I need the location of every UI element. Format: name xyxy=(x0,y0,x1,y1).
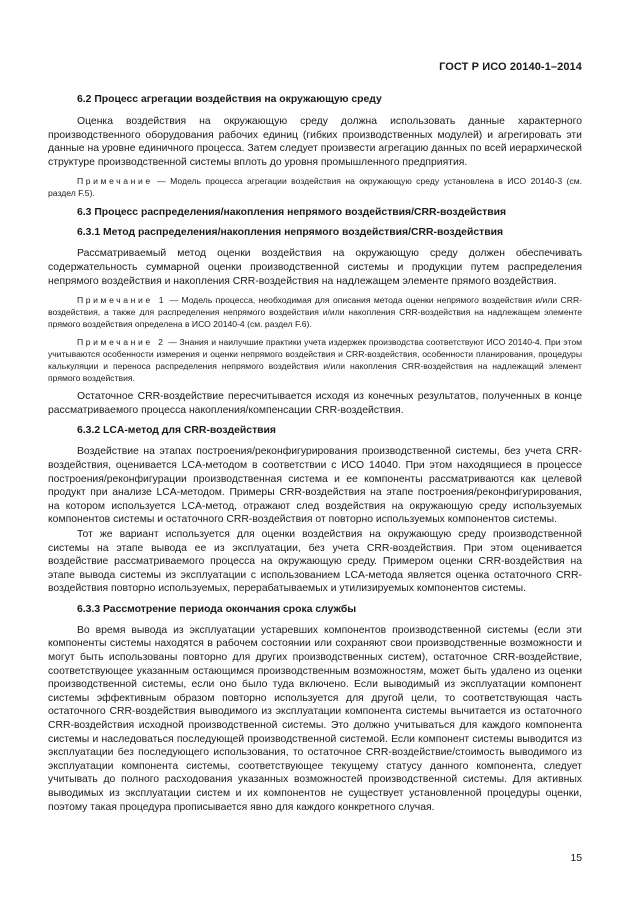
paragraph-6-3-1-b: Остаточное CRR-воздействие пересчитывается исходя из конечных результатов, полученных в конце рассматриваемого процесса накопления/компенсации CRR-воздействия. xyxy=(48,391,582,416)
note-label: Примечание 1 xyxy=(77,295,167,306)
note-label: Примечание 2 xyxy=(77,337,166,348)
paragraph-6-3-3: Во время вывода из эксплуатации устаревших компонентов производственной системы (если эти компоненты системы находятся в рабочем состоянии или сохраняют свои производственные возможности и могут быть использованы повторно для других производственных систем), остаточное CRR-воздействие, соответствующее указанным остающимся производственным возможностям, может быть удалено из оценки производственной системы, если оно было туда включено. Если выводимый из эксплуатации компонент системы эффективным образом повторно используется для другой цели, то соответствующая часть остаточного CRR-воздействия выводимого из эксплуатации компонента системы вычитается из остаточного CRR-воздействия исходной производственной системы. Это должно учитываться для каждого компонента системы и наследоваться последующей производственной системой. Если компонент системы выводится из эксплуатации без последующего использования, то остаточное CRR-воздействие/стоимость выводимого из эксплуатации компонента системы, соответствующее текущему статусу данного компонента, следует учитывать до полного расходования указанных возможностей производственной системы. Для активных выводимых из эксплуатации систем и их компонентов не существует установленной процедуры оценки, поэтому такая процедура прописывается явно для каждого конкретного случая. xyxy=(48,624,582,813)
page-content xyxy=(48,93,582,814)
paragraph-6-3-1-a: Рассматриваемый метод оценки воздействия на окружающую среду должен обеспечивать содержательность суммарной оценки производственной системы и продукции путем распределения непрямого воздействия и накопления CRR-воздействия на надлежащем элементе прямого воздействия. xyxy=(48,248,582,287)
note-text: — Модель процесса агрегации воздействия на окружающую среду установлена в ИСО 20140-3 (см. раздел F.5). xyxy=(48,176,582,199)
page-number: 15 xyxy=(570,853,582,864)
section-heading-6-3-3: 6.3.3 Рассмотрение периода окончания срока службы xyxy=(77,603,357,615)
section-heading-6-2: 6.2 Процесс агрегации воздействия на окружающую среду xyxy=(77,94,382,105)
paragraph-6-3-2-b: Тот же вариант используется для оценки воздействия на окружающую среду производственной системы на этапе вывода ее из эксплуатации, без учета CRR-воздействия. При этом оценивается воздействие рассматриваемого процесса на окружающую среду. Примером оценки CRR-воздействия на этапе вывода системы из эксплуатации с использованием LCA-метода является оценка остаточного CRR-воздействия повторно используемых, перерабатываемых и утилизируемых компонентов системы. xyxy=(48,528,582,595)
note-text: — Знания и наилучшие практики учета издержек производства соответствуют ИСО 20140-4. При этом учитываются особенности измерения и оценки непрямого воздействия и CRR-воздействия, особенности планирования, процедуры калькуляции и переноса распределения непрямого воздействия и/или накопления CRR-воздействия на надлежащий элемент прямого воздействия. xyxy=(48,337,583,384)
note-6-3-1-2 xyxy=(48,336,582,384)
note-label: Примечание xyxy=(77,176,153,187)
note-text: — Модель процесса, необходимая для описания метода оценки непрямого воздействия и/или CRR-воздействия, а также для распределения непрямого воздействия и/или накопления CRR-воздействия на надлежащем элементе прямого воздействия определена в ИСО 20140-4 (см. раздел F.6). xyxy=(48,295,583,330)
note-6-2 xyxy=(48,175,582,199)
paragraph-6-2: Оценка воздействия на окружающую среду должна использовать данные характерного производственного оборудования рабочих единиц (гибких производственных модулей) и агрегировать эти данные на уровне единичного процесса. Затем следует произвести агрегацию данных по всей иерархической структуре производственной системы вплоть до уровня промышленного предприятия. xyxy=(48,116,582,168)
document-id-header: ГОСТ Р ИСО 20140-1–2014 xyxy=(439,61,582,73)
section-heading-6-3-2: 6.3.2 LCA-метод для CRR-воздействия xyxy=(77,425,276,437)
paragraph-6-3-2-a: Воздействие на этапах построения/реконфигурирования производственной системы, без учета CRR-воздействия, оценивается LCA-методом в соответствии с ИСО 14040. При этом находящиеся в процессе построения/реконфигурации производственная система и ее компоненты рассматриваются как целевой продукт при анализе LCA-методом. Примеры CRR-воздействия на этапе построения/реконфигурирования, на котором используется LCA-метод, отражают след воздействия на окружающую среду используемых компонентов системы и остаточного CRR-воздействия от повторно используемых компонентов системы. xyxy=(48,446,582,526)
note-6-3-1-1 xyxy=(48,294,582,330)
section-heading-6-3-1: 6.3.1 Метод распределения/накопления непрямого воздействия/CRR-воздействия xyxy=(77,227,504,239)
section-heading-6-3: 6.3 Процесс распределения/накопления непрямого воздействия/CRR-воздействия xyxy=(77,207,507,219)
